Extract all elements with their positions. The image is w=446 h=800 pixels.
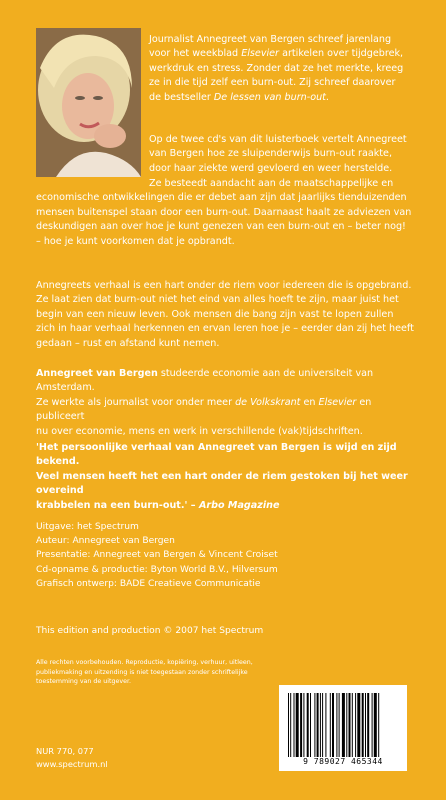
barcode-bar bbox=[290, 693, 291, 757]
quote-line: Veel mensen heeft het een hart onder de riem gestoken bij het weer overeind bbox=[36, 470, 408, 497]
author-name: Annegreet van Bergen bbox=[36, 368, 158, 379]
edition-copyright: This edition and production © 2007 het Spectrum bbox=[36, 626, 264, 636]
credit-presentation: Presentatie: Annegreet van Bergen & Vincent Croiset bbox=[36, 550, 278, 561]
credit-design: Grafisch ontwerp: BADE Creatieve Communicatie bbox=[36, 578, 261, 589]
barcode-bar bbox=[288, 693, 289, 757]
barcode-bar bbox=[336, 693, 337, 757]
para-line: begin van een nieuw leven. Ook mensen die bang zijn vast te lopen zullen bbox=[36, 308, 394, 320]
para-line: Ze laat zien dat burn-out niet het eind van alles hoeft te zijn, maar juist het bbox=[36, 294, 399, 306]
barcode-bar bbox=[352, 693, 353, 757]
rights-line: toestemming van de uitgever. bbox=[36, 678, 131, 686]
barcode-bar bbox=[372, 693, 373, 757]
para-line: Annegreets verhaal is een hart onder de riem voor iedereen die is opgebrand. bbox=[36, 280, 412, 291]
book-title: De lessen van burn-out bbox=[213, 91, 326, 103]
rights-line: Alle rechten voorbehouden. Reproductie, kopiëring, verhuur, uitleen, bbox=[36, 659, 253, 666]
credit-recording: Cd-opname & productie: Byton World B.V., Hilversum bbox=[36, 564, 278, 575]
barcode-bar bbox=[330, 693, 331, 757]
newspaper-title: de Volkskrant bbox=[235, 396, 301, 408]
text: Ze werkte als journalist voor onder meer bbox=[36, 396, 236, 408]
intro-line: ze in die tijd zelf een burn-out. Zij schreef daarover bbox=[149, 77, 396, 89]
para-line: gedaan – rust en afstand kunt nemen. bbox=[36, 337, 220, 349]
para-line bbox=[36, 367, 416, 396]
barcode-bar bbox=[362, 693, 364, 757]
barcode-bar bbox=[332, 693, 334, 757]
para-line: deskundigen aan over hoe je kunt genezen van een burn-out en – beter nog! bbox=[36, 221, 406, 233]
text: en bbox=[300, 396, 319, 408]
barcode-bar bbox=[365, 693, 366, 757]
intro-paragraph bbox=[149, 33, 415, 105]
intro-line bbox=[149, 47, 415, 61]
rights-notice bbox=[36, 658, 258, 687]
author-photo bbox=[36, 28, 141, 177]
barcode-bar bbox=[325, 693, 326, 757]
barcode-bar bbox=[367, 693, 369, 757]
description-paragraph-part2 bbox=[36, 177, 416, 249]
barcode-bar bbox=[317, 693, 319, 757]
text: . bbox=[325, 91, 329, 103]
barcode-bar bbox=[320, 693, 321, 757]
credit-publisher: Uitgave: het Spectrum bbox=[36, 522, 139, 532]
para-line: door haar ziekte werd gevloerd en weer herstelde. bbox=[149, 162, 393, 174]
nur-code: NUR 770, 077 bbox=[36, 746, 94, 756]
para-line: Op de twee cd's van dit luisterboek vertelt Annegreet bbox=[149, 134, 407, 145]
barcode-bar bbox=[296, 693, 299, 757]
magazine-title: Elsevier bbox=[241, 48, 280, 60]
barcode-bar bbox=[294, 693, 295, 757]
barcode-bar bbox=[357, 693, 360, 757]
para-line: van Bergen hoe ze sluipenderwijs burn-out raakte, bbox=[149, 148, 393, 160]
barcode-bar bbox=[355, 693, 356, 757]
para-line: zich in haar verhaal herkennen en ervan leren hoe je – eerder dan zij het heeft bbox=[36, 323, 414, 335]
story-paragraph bbox=[36, 279, 416, 351]
barcode-bar bbox=[303, 693, 304, 757]
quote-line bbox=[36, 499, 416, 513]
text: voor het weekblad bbox=[149, 48, 242, 60]
intro-line: werkdruk en stress. Zonder dat ze het merkte, kreeg bbox=[149, 62, 404, 74]
text: de bestseller bbox=[149, 91, 214, 103]
barcode-bar bbox=[314, 693, 315, 757]
text: artikelen over tijdgebrek, bbox=[279, 48, 404, 60]
barcode-bar bbox=[300, 693, 302, 757]
credit-author: Auteur: Annegreet van Bergen bbox=[36, 536, 175, 547]
author-bio bbox=[36, 367, 416, 439]
quote-source: Arbo Magazine bbox=[198, 499, 280, 511]
description-paragraph-part1 bbox=[149, 133, 415, 176]
magazine-title: Elsevier bbox=[318, 396, 357, 408]
text: krabbelen na een burn-out.' – bbox=[36, 499, 199, 511]
para-line: – hoe je kunt voorkomen dat je opbrandt. bbox=[36, 235, 235, 247]
barcode-bar bbox=[346, 693, 347, 757]
isbn-digits: 9 789027 465344 bbox=[303, 757, 383, 766]
barcode-bars bbox=[288, 693, 398, 757]
website-link[interactable]: www.spectrum.nl bbox=[36, 759, 108, 769]
text: studeerde economie aan de universiteit van Amsterdam. bbox=[36, 368, 374, 394]
barcode-bar bbox=[349, 693, 351, 757]
quote-line: 'Het persoonlijke verhaal van Annegreet van Bergen is wijd en zijd bekend. bbox=[36, 442, 397, 468]
para-line: nu over economie, mens en werk in verschillende (vak)tijdschriften. bbox=[36, 425, 363, 437]
intro-line: Journalist Annegreet van Bergen schreef jarenlang bbox=[149, 34, 392, 45]
rights-line: publiekmaking en uitzending is niet toegestaan zonder schriftelijke bbox=[36, 668, 248, 676]
barcode-bar bbox=[378, 693, 379, 757]
para-line bbox=[36, 396, 416, 425]
barcode-bar bbox=[342, 693, 345, 757]
text: en publiceert bbox=[36, 396, 372, 423]
barcode-bar bbox=[339, 693, 340, 757]
barcode-bar bbox=[310, 693, 311, 757]
para-line: economische ontwikkelingen die er debet aan zijn dat jaarlijks tienduizenden bbox=[36, 192, 407, 204]
barcode-bar bbox=[322, 693, 323, 757]
barcode-bar bbox=[374, 693, 377, 757]
barcode-bar bbox=[307, 693, 309, 757]
review-quote bbox=[36, 441, 416, 513]
nur-and-website bbox=[36, 745, 108, 771]
para-line: mensen buitenspel staan door een burn-out. Daarnaast haalt ze adviezen van bbox=[36, 206, 412, 218]
credits-list bbox=[36, 520, 278, 591]
intro-line bbox=[149, 91, 415, 105]
isbn-barcode bbox=[279, 685, 407, 771]
para-line: Ze besteedt aandacht aan de maatschappelijke en bbox=[149, 178, 394, 189]
